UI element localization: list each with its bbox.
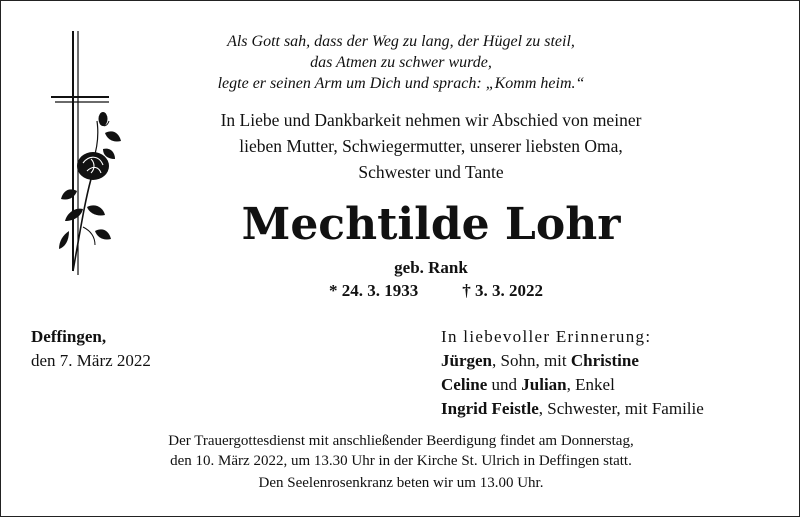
cross-rose-icon <box>47 31 137 301</box>
mourner-name: Ingrid Feistle <box>441 399 539 418</box>
service-line: Der Trauergottesdienst mit anschließender Beerdigung findet am Donnerstag, <box>168 433 634 449</box>
mourner-name: Jürgen <box>441 351 492 370</box>
place-and-date <box>31 325 331 373</box>
intro-line: lieben Mutter, Schwiegermutter, unserer liebsten Oma, <box>239 136 623 156</box>
town: Deffingen, <box>31 327 107 346</box>
mourner-conjunction: und <box>487 375 522 394</box>
mourner-relation: , Enkel <box>566 375 615 394</box>
mourner-relation: , Sohn, mit <box>492 351 571 370</box>
deceased-name: Mechtilde Lohr <box>241 199 621 250</box>
poem-line: Als Gott sah, dass der Weg zu lang, der Hügel zu steil, <box>227 33 575 50</box>
birth-name: geb. Rank <box>394 258 468 277</box>
notice-date: den 7. März 2022 <box>31 351 151 370</box>
service-line: den 10. März 2022, um 13.30 Uhr in der Kirche St. Ulrich in Deffingen statt. <box>170 453 632 469</box>
mourners-heading: In liebevoller Erinnerung: <box>441 327 652 346</box>
mourner-row <box>441 349 791 373</box>
birth-date: * 24. 3. 1933 <box>329 281 419 300</box>
intro-line: Schwester und Tante <box>358 162 504 182</box>
mourners-list <box>441 325 791 421</box>
intro-line: In Liebe und Dankbarkeit nehmen wir Abschied von meiner <box>220 110 642 130</box>
mourner-name: Christine <box>570 351 639 370</box>
rosary-info: Den Seelenrosenkranz beten wir um 13.00 Uhr. <box>258 475 544 491</box>
mourner-row <box>441 397 791 421</box>
poem-line: das Atmen zu schwer wurde, <box>310 54 492 71</box>
life-dates <box>271 281 601 301</box>
mourner-name: Celine <box>441 375 488 394</box>
poem-line: legte er seinen Arm um Dich und sprach: „Komm heim.“ <box>217 75 585 92</box>
mourner-relation: , Schwester, mit Familie <box>538 399 704 418</box>
death-date: † 3. 3. 2022 <box>462 281 543 300</box>
intro-text <box>151 107 711 185</box>
mourner-row <box>441 373 791 397</box>
service-info <box>31 431 771 471</box>
mourner-name: Julian <box>521 375 567 394</box>
